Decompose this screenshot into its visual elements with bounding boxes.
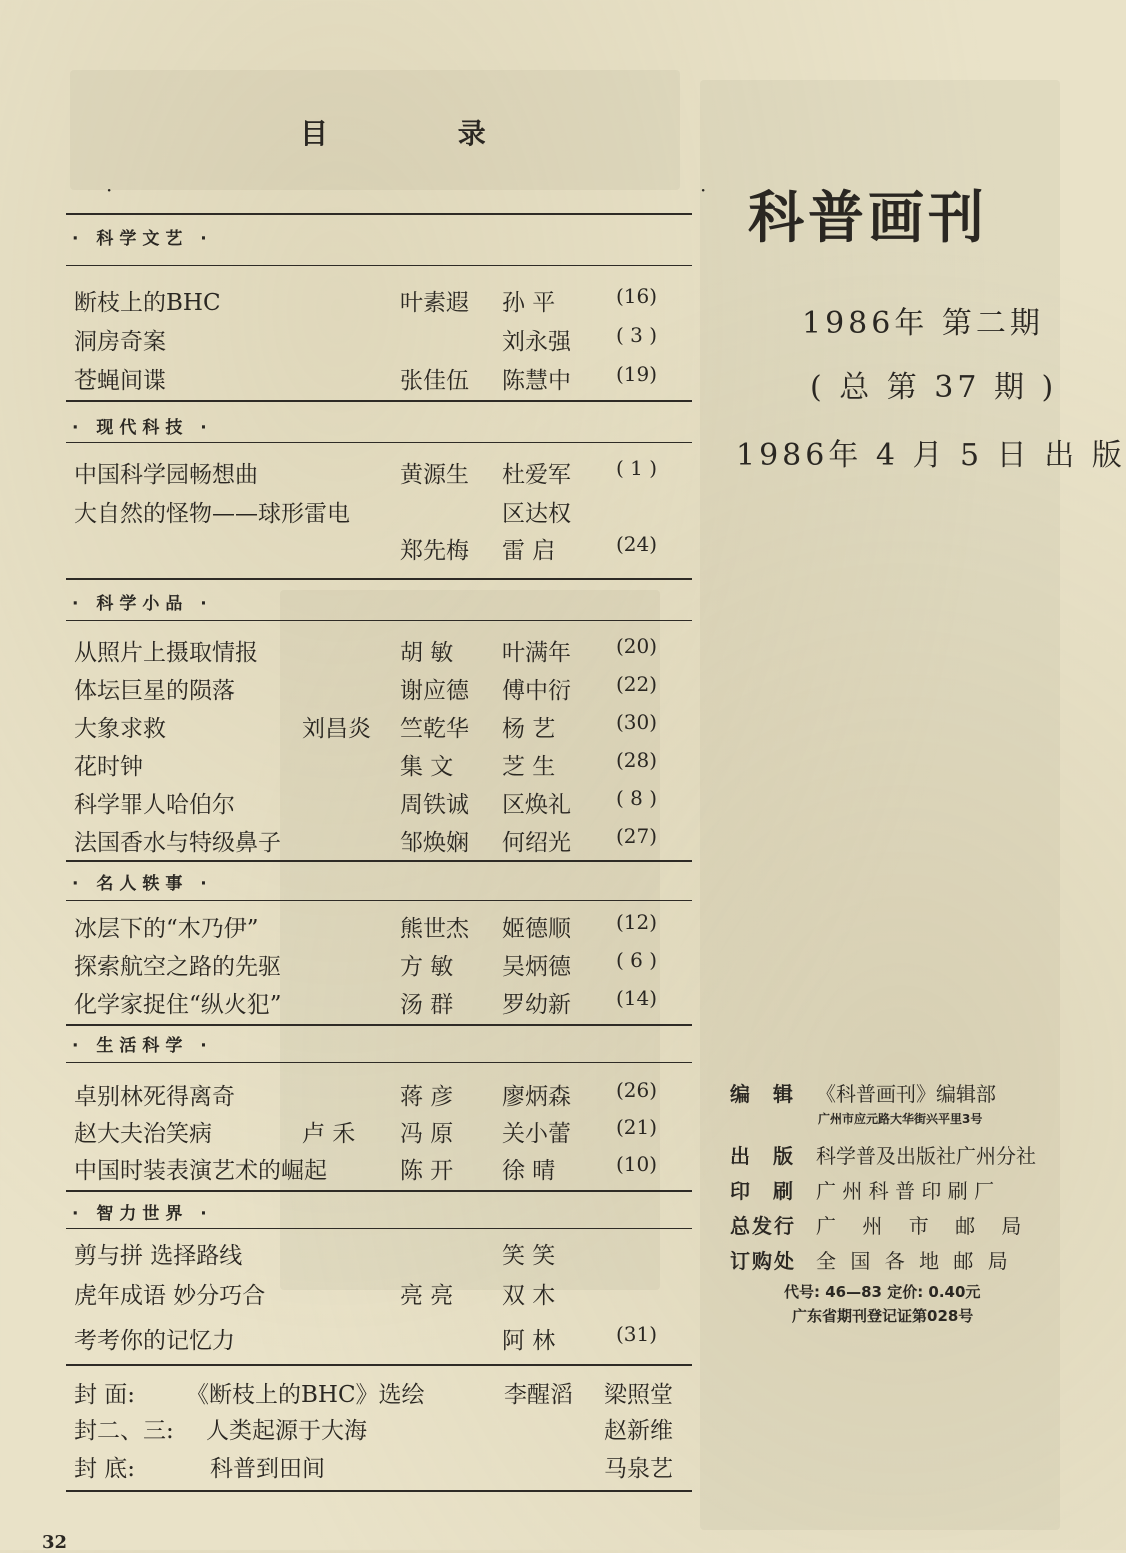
entry-author: 刘昌炎 — [302, 716, 371, 742]
entry-title: 洞房奇案 — [74, 329, 166, 355]
rule — [66, 1190, 692, 1192]
rule — [66, 265, 692, 266]
cover-artist: 梁照堂 — [604, 1382, 673, 1408]
toc-entry[interactable] — [0, 532, 1080, 566]
entry-page: (22) — [616, 672, 658, 696]
toc-entry[interactable] — [0, 1322, 1080, 1356]
page-number: 32 — [42, 1532, 68, 1553]
entry-title: 卓别林死得离奇 — [74, 1084, 235, 1110]
entry-title: 大自然的怪物——球形雷电 — [74, 501, 350, 527]
entry-author: 张佳伍 — [400, 368, 469, 394]
rule — [66, 400, 692, 402]
entry-author: 亮 亮 — [400, 1283, 454, 1309]
entry-title: 冰层下的“木乃伊” — [74, 916, 259, 942]
cover-content: 《断枝上的BHC》选绘 — [186, 1382, 425, 1408]
entry-title: 从照片上摄取情报 — [74, 640, 258, 666]
section-header: · 科学文艺 · — [72, 229, 213, 249]
rule — [66, 578, 692, 580]
rule — [66, 620, 692, 621]
toc-entry[interactable] — [0, 986, 1080, 1020]
editor-label: 编 辑 — [730, 1082, 801, 1106]
section-header: · 生活科学 · — [72, 1036, 213, 1056]
entry-page: (12) — [616, 910, 658, 934]
entry-page: (10) — [616, 1152, 658, 1176]
entry-title: 科学罪人哈伯尔 — [74, 792, 235, 818]
entry-author: 关小蕾 — [502, 1121, 571, 1147]
entry-title: 虎年成语 妙分巧合 — [74, 1283, 266, 1309]
entry-author: 何绍光 — [502, 830, 571, 856]
entry-title: 苍蝇间谍 — [74, 368, 166, 394]
entry-author: 杜爱军 — [502, 462, 571, 488]
entry-title: 赵大夫治笑病 — [74, 1121, 212, 1147]
toc-title: 目 录 — [300, 117, 546, 150]
toc-entry[interactable] — [0, 824, 1080, 858]
cover-artist: 马泉艺 — [604, 1456, 673, 1482]
toc-entry[interactable] — [0, 748, 1080, 782]
entry-author: 周铁诚 — [400, 792, 469, 818]
entry-author: 姬德顺 — [502, 916, 571, 942]
cover-label: 封二、三: — [74, 1418, 174, 1444]
entry-author: 徐 晴 — [502, 1158, 556, 1184]
rule — [66, 900, 692, 901]
entry-title: 中国科学园畅想曲 — [74, 462, 258, 488]
address: 广州市应元路大华街兴平里3号 — [818, 1112, 983, 1126]
entry-page: (24) — [616, 532, 658, 556]
toc-entry[interactable] — [0, 672, 1080, 706]
entry-author: 黄源生 — [400, 462, 469, 488]
print-value: 广 州 科 普 印 刷 厂 — [816, 1179, 995, 1203]
entry-author: 熊世杰 — [400, 916, 469, 942]
entry-author: 汤 群 — [400, 992, 454, 1018]
publish-date: 1986年 4 月 5 日 出 版 — [736, 438, 1126, 473]
cover-artist: 李醒滔 — [504, 1382, 573, 1408]
cover-content: 科普到田间 — [210, 1456, 325, 1482]
entry-author: 杨 艺 — [502, 716, 556, 742]
entry-title: 法国香水与特级鼻子 — [74, 830, 281, 856]
distribution-label: 总发行 — [730, 1214, 796, 1238]
cover-credit — [0, 1412, 1080, 1446]
publish-value: 科学普及出版社广州分社 — [816, 1144, 1036, 1168]
entry-page: (30) — [616, 710, 658, 734]
magazine-title: 科普画刊 — [748, 186, 988, 251]
entry-page: (27) — [616, 824, 658, 848]
rule — [66, 1228, 692, 1229]
entry-author: 区焕礼 — [502, 792, 571, 818]
entry-author: 阿 林 — [502, 1328, 556, 1354]
code-price: 代号: 46—83 定价: 0.40元 — [784, 1283, 981, 1301]
entry-author: 方 敏 — [400, 954, 454, 980]
cover-credit — [0, 1376, 1080, 1410]
cover-label: 封 底: — [74, 1456, 136, 1482]
rule — [66, 213, 692, 215]
cover-artist: 赵新维 — [604, 1418, 673, 1444]
print-label: 印 刷 — [730, 1179, 801, 1203]
entry-author: 孙 平 — [502, 290, 556, 316]
cover-content: 人类起源于大海 — [206, 1418, 367, 1444]
editor-line — [730, 1078, 1070, 1106]
entry-page: (19) — [616, 362, 658, 386]
total-issue: ( 总 第 37 期 ) — [810, 370, 1058, 405]
entry-page: ( 3 ) — [616, 323, 658, 347]
entry-author: 郑先梅 — [400, 538, 469, 564]
entry-author: 谢应德 — [400, 678, 469, 704]
entry-title: 剪与拼 选择路线 — [74, 1243, 243, 1269]
entry-page: (31) — [616, 1322, 658, 1346]
entry-author: 邹焕娴 — [400, 830, 469, 856]
toc-entry[interactable] — [0, 495, 1080, 529]
section-header: · 智力世界 · — [72, 1204, 213, 1224]
entry-author: 区达权 — [502, 501, 571, 527]
entry-author: 冯 原 — [400, 1121, 454, 1147]
toc-entry[interactable] — [0, 910, 1080, 944]
entry-page: ( 6 ) — [616, 948, 658, 972]
rule — [66, 1024, 692, 1026]
entry-author: 廖炳森 — [502, 1084, 571, 1110]
entry-page: (14) — [616, 986, 658, 1010]
entry-title: 中国时装表演艺术的崛起 — [74, 1158, 327, 1184]
entry-author: 陈 开 — [400, 1158, 454, 1184]
section-header: · 科学小品 · — [72, 594, 213, 614]
entry-title: 化学家捉住“纵火犯” — [74, 992, 282, 1018]
entry-author: 集 文 — [400, 754, 454, 780]
entry-author: 笑 笑 — [502, 1243, 556, 1269]
decor-dot: · — [106, 178, 113, 202]
distribution-value: 广 州 市 邮 局 — [816, 1214, 1032, 1238]
entry-title: 大象求救 — [74, 716, 166, 742]
entry-title: 花时钟 — [74, 754, 143, 780]
entry-author: 蒋 彦 — [400, 1084, 454, 1110]
rule — [66, 442, 692, 443]
entry-author: 刘永强 — [502, 329, 571, 355]
print-line — [730, 1175, 1070, 1203]
order-label: 订购处 — [730, 1249, 796, 1273]
entry-author: 叶满年 — [502, 640, 571, 666]
rule — [66, 1062, 692, 1063]
entry-author: 陈慧中 — [502, 368, 571, 394]
toc-entry[interactable] — [0, 786, 1080, 820]
entry-title: 考考你的记忆力 — [74, 1328, 235, 1354]
entry-page: (26) — [616, 1078, 658, 1102]
entry-title: 体坛巨星的陨落 — [74, 678, 235, 704]
entry-author: 竺乾华 — [400, 716, 469, 742]
decor-dot: · — [700, 178, 707, 202]
entry-author: 胡 敏 — [400, 640, 454, 666]
editor-value: 《科普画刊》编辑部 — [816, 1082, 996, 1106]
entry-author: 傅中衍 — [502, 678, 571, 704]
section-header: · 现代科技 · — [72, 418, 213, 438]
entry-page: (28) — [616, 748, 658, 772]
entry-author: 吴炳德 — [502, 954, 571, 980]
cover-label: 封 面: — [74, 1382, 136, 1408]
entry-page: ( 1 ) — [616, 456, 658, 480]
publish-line — [730, 1140, 1070, 1168]
toc-entry[interactable] — [0, 948, 1080, 982]
distribution-line — [730, 1210, 1070, 1238]
registration: 广东省期刊登记证第028号 — [792, 1307, 974, 1325]
entry-author: 芝 生 — [502, 754, 556, 780]
entry-page: (20) — [616, 634, 658, 658]
cover-credit — [0, 1450, 1080, 1484]
entry-author: 罗幼新 — [502, 992, 571, 1018]
order-line — [730, 1245, 1070, 1273]
entry-page: (16) — [616, 284, 658, 308]
entry-page: ( 8 ) — [616, 786, 658, 810]
entry-author: 卢 禾 — [302, 1121, 356, 1147]
entry-page: (21) — [616, 1115, 658, 1139]
entry-author: 雷 启 — [502, 538, 556, 564]
entry-author: 叶素遐 — [400, 290, 469, 316]
rule — [66, 1490, 692, 1492]
rule — [66, 1364, 692, 1366]
section-header: · 名人轶事 · — [72, 874, 213, 894]
toc-entry[interactable] — [0, 710, 1080, 744]
rule — [66, 860, 692, 862]
publish-label: 出 版 — [730, 1144, 801, 1168]
entry-title: 断枝上的BHC — [74, 290, 221, 316]
issue-label: 1986年 第二期 — [802, 306, 1044, 341]
toc-entry[interactable] — [0, 634, 1080, 668]
entry-author: 双 木 — [502, 1283, 556, 1309]
entry-title: 探索航空之路的先驱 — [74, 954, 281, 980]
order-value: 全 国 各 地 邮 局 — [816, 1249, 1012, 1273]
